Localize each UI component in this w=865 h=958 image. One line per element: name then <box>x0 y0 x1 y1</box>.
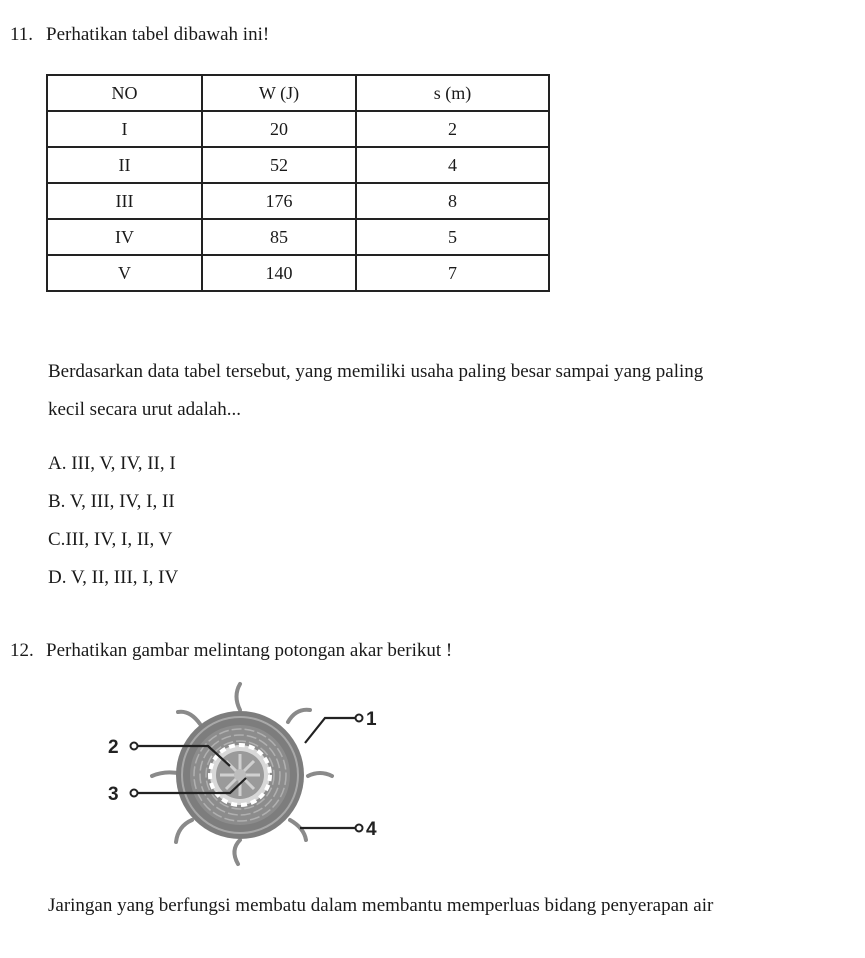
question-12-title <box>10 640 452 662</box>
question-11-prompt: Perhatikan tabel dibawah ini! <box>46 24 270 45</box>
cell-work: 20 <box>202 111 356 147</box>
header-no: NO <box>47 75 202 111</box>
question-12-number: 12. <box>10 640 34 661</box>
cell-work: 85 <box>202 219 356 255</box>
cell-distance: 4 <box>356 147 549 183</box>
header-work: W (J) <box>202 75 356 111</box>
option-d: D. V, II, III, I, IV <box>48 567 179 588</box>
option-c: C.III, IV, I, II, V <box>48 529 173 550</box>
cell-no: III <box>47 183 202 219</box>
table-row <box>47 255 549 291</box>
cell-no: II <box>47 147 202 183</box>
question-11-stem-line-1: Berdasarkan data tabel tersebut, yang memiliki usaha paling besar sampai yang paling <box>48 361 704 382</box>
question-12-stem: Jaringan yang berfungsi membatu dalam membantu memperluas bidang penyerapan air <box>48 895 714 916</box>
question-12-prompt: Perhatikan gambar melintang potongan akar berikut ! <box>46 640 453 661</box>
figure-label-4: 4 <box>366 819 377 840</box>
cell-distance: 2 <box>356 111 549 147</box>
cell-distance: 8 <box>356 183 549 219</box>
cell-no: V <box>47 255 202 291</box>
question-11-number: 11. <box>10 24 34 45</box>
cell-distance: 5 <box>356 219 549 255</box>
question-11-title <box>10 24 269 46</box>
header-distance: s (m) <box>356 75 549 111</box>
table-row <box>47 219 549 255</box>
cell-distance: 7 <box>356 255 549 291</box>
option-a: A. III, V, IV, II, I <box>48 453 176 474</box>
figure-label-1: 1 <box>366 709 377 730</box>
question-11-stem-line-2: kecil secara urut adalah... <box>48 399 242 420</box>
table-row <box>47 147 549 183</box>
figure-label-2: 2 <box>108 737 119 758</box>
figure-label-3: 3 <box>108 784 119 805</box>
cell-no: IV <box>47 219 202 255</box>
cell-work: 140 <box>202 255 356 291</box>
table-header-row <box>47 75 549 111</box>
work-distance-table <box>46 74 550 292</box>
root-cross-section-figure <box>100 678 400 878</box>
cell-work: 52 <box>202 147 356 183</box>
table-row <box>47 111 549 147</box>
cell-no: I <box>47 111 202 147</box>
cell-work: 176 <box>202 183 356 219</box>
option-b: B. V, III, IV, I, II <box>48 491 175 512</box>
table-row <box>47 183 549 219</box>
